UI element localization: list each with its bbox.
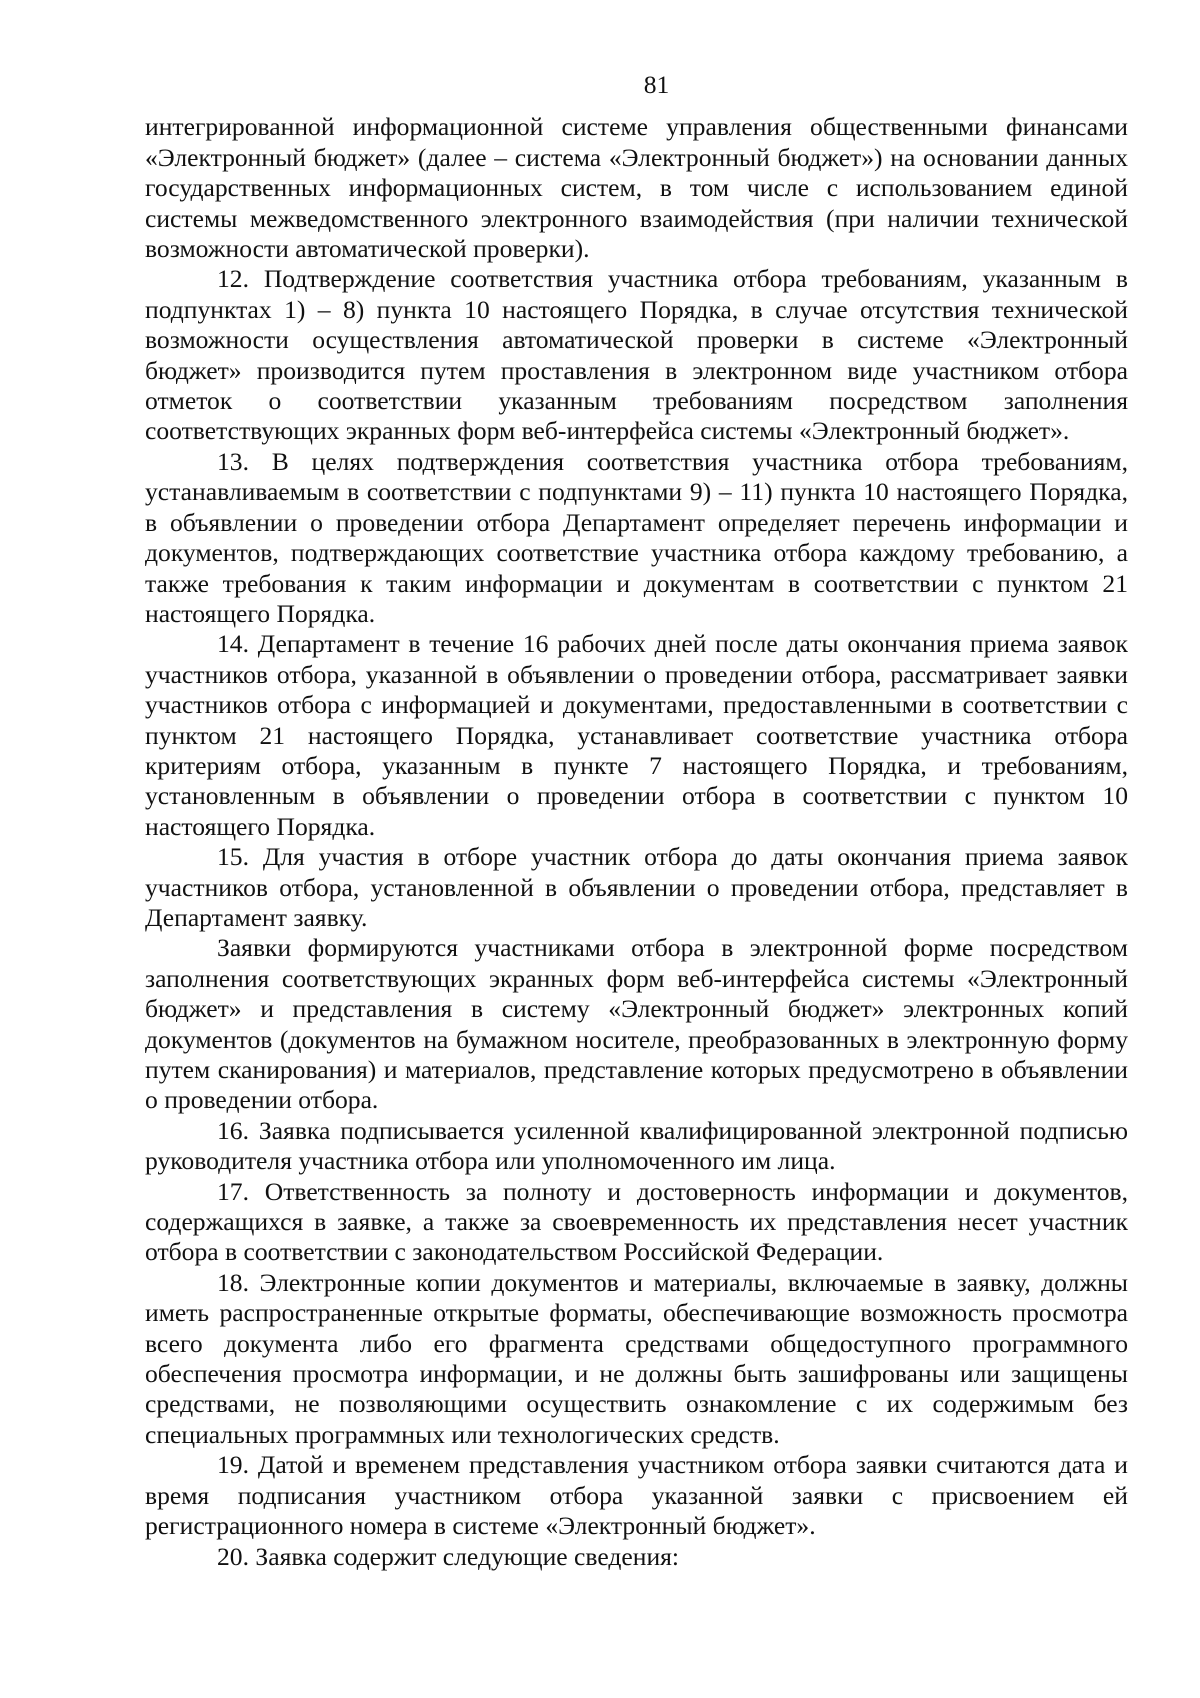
paragraph-item-16: 16. Заявка подписывается усиленной квалифицированной электронной подписью руководителя участника отбора или уполномоченного им лица. — [145, 1115, 1128, 1176]
page-number: 81 — [643, 70, 670, 99]
paragraph-continuation: интегрированной информационной системе управления общественными финансами «Электронный бюджет» (далее – система «Электронный бюджет») на основании данных государственных информационных систем, в том числе с использованием единой системы межведомственного электронного взаимодействия (при наличии технической возможности автоматической проверки). — [145, 112, 1128, 264]
paragraph-item-15: 15. Для участия в отборе участник отбора до даты окончания приема заявок участников отбора, установленной в объявлении о проведении отбора, представляет в Департамент заявку. — [145, 842, 1128, 932]
paragraph-item-12: 12. Подтверждение соответствия участника отбора требованиям, указанным в подпунктах 1) – 8) пункта 10 настоящего Порядка, в случае отсутствия технической возможности осуществления автоматической проверки в системе «Электронный бюджет» производится путем проставления в электронном виде участником отбора отметок о соответствии указанным требованиям посредством заполнения соответствующих экранных форм веб-интерфейса системы «Электронный бюджет». — [145, 264, 1128, 446]
paragraph-item-20: 20. Заявка содержит следующие сведения: — [217, 1541, 680, 1571]
paragraph-item-18: 18. Электронные копии документов и материалы, включаемые в заявку, должны иметь распространенные открытые форматы, обеспечивающие возможность просмотра всего документа либо его фрагмента средствами общедоступного программного обеспечения просмотра информации, и не должны быть зашифрованы или защищены средствами, не позволяющими осуществить ознакомление с их содержимым без специальных программных или технологических средств. — [145, 1267, 1128, 1449]
paragraph-item-19: 19. Датой и временем представления участником отбора заявки считаются дата и время подписания участником отбора указанной заявки с присвоением ей регистрационного номера в системе «Электронный бюджет». — [145, 1450, 1128, 1541]
paragraph-item-17: 17. Ответственность за полноту и достоверность информации и документов, содержащихся в заявке, а также за своевременность их представления несет участник отбора в соответствии с законодательством Российской Федерации. — [145, 1176, 1128, 1267]
paragraph-item-14: 14. Департамент в течение 16 рабочих дней после даты окончания приема заявок участников отбора, указанной в объявлении о проведении отбора, рассматривает заявки участников отбора с информацией и документами, предоставленными в соответствии с пунктом 21 настоящего Порядка, устанавливает соответствие участника отбора критериям отбора, указанным в пункте 7 настоящего Порядка, и требованиям, установленным в объявлении о проведении отбора в соответствии с пунктом 10 настоящего Порядка. — [145, 629, 1128, 841]
paragraph-item-13: 13. В целях подтверждения соответствия участника отбора требованиям, устанавливаемым в соответствии с подпунктами 9) – 11) пункта 10 настоящего Порядка, в объявлении о проведении отбора Департамент определяет перечень информации и документов, подтверждающих соответствие участника отбора каждому требованию, а также требования к таким информации и документам в соответствии с пунктом 21 настоящего Порядка. — [145, 446, 1128, 628]
document-page — [145, 70, 1128, 1572]
paragraph-item-15-continued: Заявки формируются участниками отбора в электронной форме посредством заполнения соответствующих экранных форм веб-интерфейса системы «Электронный бюджет» и представления в систему «Электронный бюджет» электронных копий документов (документов на бумажном носителе, преобразованных в электронную форму путем сканирования) и материалов, представление которых предусмотрено в объявлении о проведении отбора. — [145, 933, 1128, 1115]
